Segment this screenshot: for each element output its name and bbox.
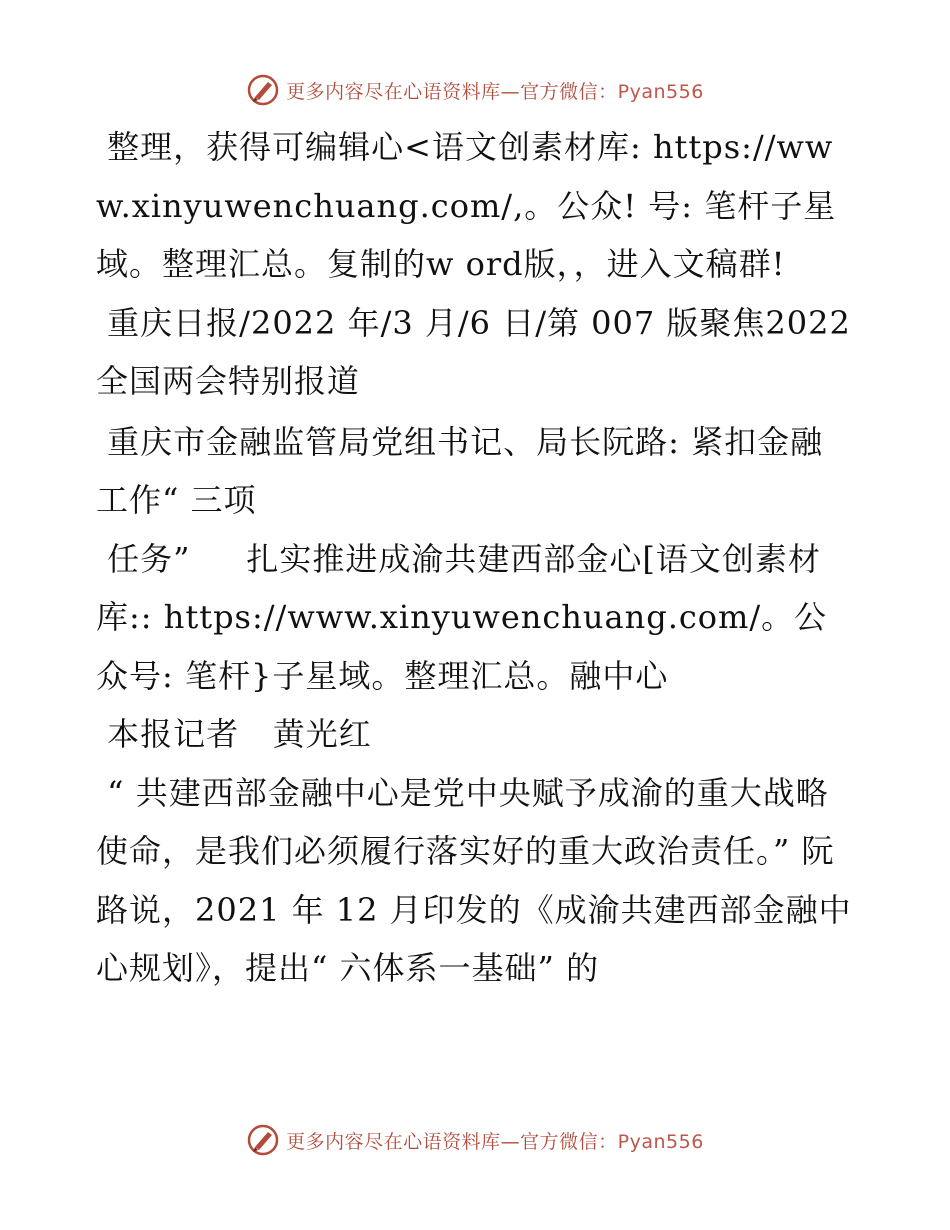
pen-logo-icon: [246, 73, 280, 107]
article-title-line-2: 任务” 扎实推进成渝共建西部金心[语文创素材库:: https://www.xinyuwenchuang.com/。公众号: 笔杆}子星域。整理汇总。融中心: [96, 539, 828, 695]
document-body: [96, 118, 863, 998]
footer-banner-text: 更多内容尽在心语资料库—官方微信：Pyan556: [286, 1130, 704, 1153]
source-line: 重庆日报/2022 年/3 月/6 日/第 007 版聚焦2022 全国两会特别报道: [96, 303, 863, 400]
intro-paragraph: 整理，获得可编辑心<语文创素材库: https://www.xinyuwenchuang.com/,。公众! 号: 笔杆子星域。整理汇总。复制的w ord版，，进入文稿群!: [96, 128, 837, 283]
header-watermark-banner: [0, 68, 950, 112]
footer-watermark-banner: [0, 1118, 950, 1162]
header-banner-text: 更多内容尽在心语资料库—官方微信：Pyan556: [286, 80, 704, 103]
body-paragraph: “ 共建西部金融中心是党中央赋予成渝的重大战略使命，是我们必须履行落实好的重大政治责任。” 阮路说，2021 年 12 月印发的《成渝共建西部金融中心规划》，提出“ 六体系一基础” 的: [96, 773, 852, 987]
pen-logo-icon: [246, 1123, 280, 1157]
byline: 本报记者 黄光红: [96, 715, 372, 753]
article-title-line-1: 重庆市金融监管局党组书记、局长阮路: 紧扣金融工作“ 三项: [96, 422, 824, 519]
